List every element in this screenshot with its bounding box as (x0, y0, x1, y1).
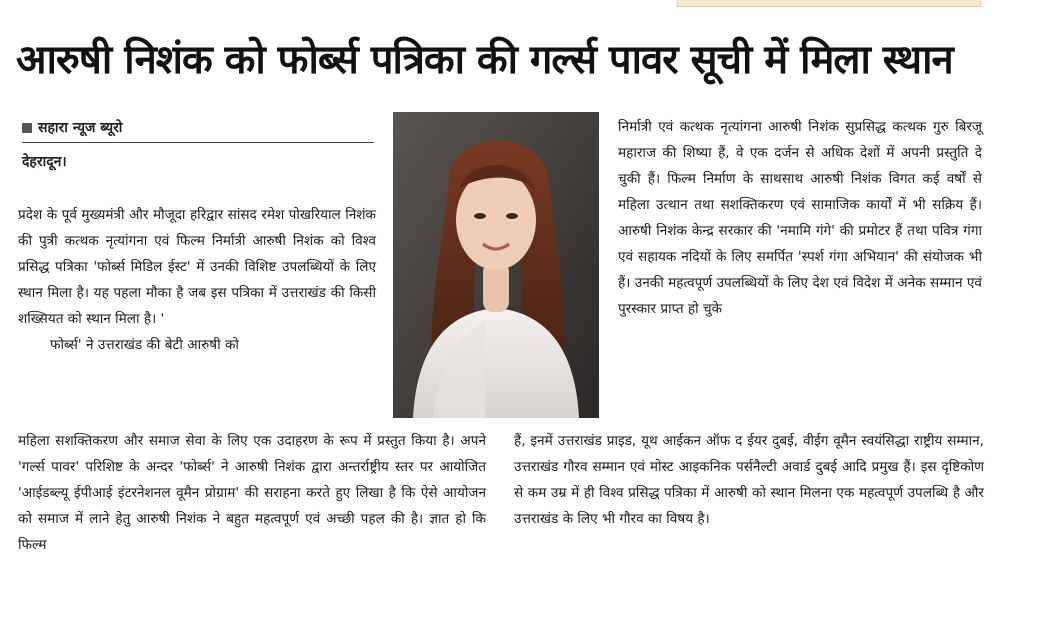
portrait-illustration (393, 112, 599, 418)
top-strip-decoration (676, 0, 982, 7)
article-column-right-bottom (514, 428, 984, 532)
article-paragraph-2-rest: महिला सशक्तिकरण और समाज सेवा के लिए एक उदाहरण के रूप में प्रस्तुत किया है। अपने 'गर्ल्स पावर' परिशिष्ट के अन्दर 'फोर्ब्स' ने आरुषी निशंक द्वारा अन्तर्राष्ट्रीय स्तर पर आयोजित 'आईडब्ल्यू ईपीआई इंटरनेशनल वूमैन प्रोग्राम' की सराहना करते हुए लिखा है कि ऐसे आयोजन को समाज में लाने हेतु आरुषी निशंक ने बहुत महत्वपूर्ण एवं अच्छी पहल की है। ज्ञात हो कि फिल्म (18, 433, 486, 553)
article-paragraph-3: निर्मात्री एवं कत्थक नृत्यांगना आरुषी निशंक सुप्रसिद्ध कत्थक गुरु बिरजू महाराज की शिष्या हैं, वे एक दर्जन से अधिक देशों में अपनी प्रस्तुति दे चुकी हैं। फिल्म निर्माण के साथसाथ आरुषी निशंक विगत कई वर्षों से महिला उत्थान तथा सशक्तिकरण एवं सामाजिक कार्यों में भी सक्रिय हैं। आरुषी निशंक केन्द्र सरकार की 'नमामि गंगे' की प्रमोटर हैं तथा पवित्र गंगा एवं सहायक नदियों के लिए समर्पित 'स्पर्श गंगा अभियान' की संयोजक भी हैं। उनकी महत्वपूर्ण उपलब्धियों के लिए देश एवं विदेश में अनेक सम्मान एवं पुरस्कार प्राप्त हो चुके (618, 119, 982, 317)
portrait-photo (393, 112, 599, 418)
article-column-right-top (618, 114, 982, 322)
article-column-left-top (18, 202, 376, 358)
byline (22, 118, 374, 143)
article-paragraph-2-start: फोर्ब्स' ने उत्तराखंड की बेटी आरुषी को (50, 337, 239, 353)
headline: आरुषी निशंक को फोर्ब्स पत्रिका की गर्ल्स पावर सूची में मिला स्थान (16, 37, 953, 83)
dateline: देहरादून। (22, 154, 67, 170)
article-column-left-bottom (18, 428, 486, 558)
byline-source: सहारा न्यूज ब्यूरो (38, 120, 123, 136)
square-icon (22, 123, 32, 133)
article-paragraph-4: हैं, इनमें उत्तराखंड प्राइड, यूथ आईकन ऑफ द ईयर दुबई, वीईग वूमैन स्वयंसिद्धा राष्ट्रीय सम्मान, उत्तराखंड गौरव सम्मान एवं मोस्ट आइकनिक पर्सनैल्टी अवार्ड दुबई आदि प्रमुख हैं। इस दृष्टिकोण से कम उम्र में ही विश्व प्रसिद्ध पत्रिका में आरुषी को स्थान मिलना एक महत्वपूर्ण उपलब्धि है और उत्तराखंड के लिए भी गौरव का विषय है। (514, 433, 984, 527)
article-paragraph-1: प्रदेश के पूर्व मुख्यमंत्री और मौजूदा हरिद्वार सांसद रमेश पोखरियाल निशंक की पुत्री कत्थक नृत्यांगना एवं फिल्म निर्मात्री आरुषी निशंक को विश्व प्रसिद्ध पत्रिका 'फोर्ब्स मिडिल ईस्ट' में उनकी विशिष्ट उपलब्धियों के लिए स्थान मिला है। यह पहला मौका है जब इस पत्रिका में उत्तराखंड की किसी शख्सियत को स्थान मिला है। ' (18, 207, 376, 327)
